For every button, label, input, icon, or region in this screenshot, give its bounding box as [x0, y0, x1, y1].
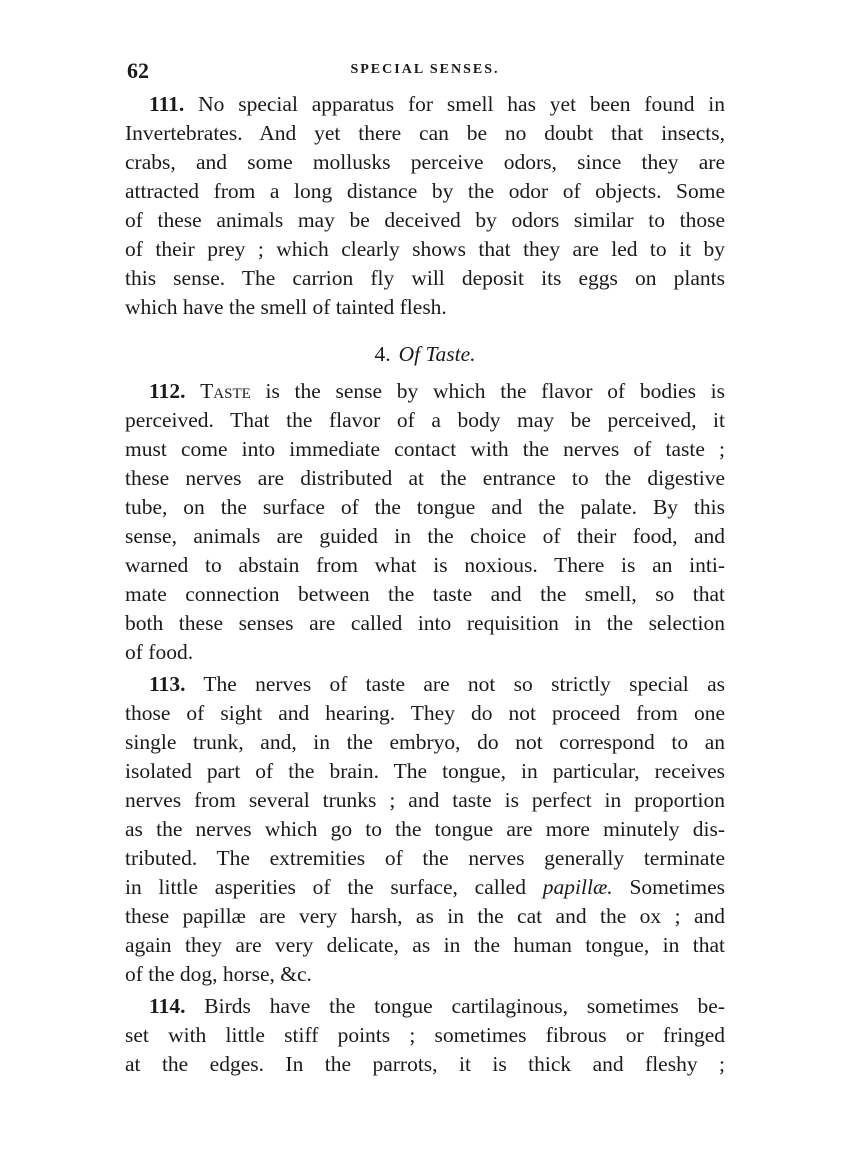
paragraph-113 [125, 670, 725, 989]
term-papillae: papillæ. [542, 875, 613, 899]
text-line: mate connection between the taste and the smell, so that [125, 582, 725, 606]
paragraph-114 [125, 992, 725, 1079]
text-line: set with little stiff points ; sometimes fibrous or fringed [125, 1023, 725, 1047]
section-heading [125, 340, 725, 369]
text-line: tributed. The extremities of the nerves generally terminate [125, 846, 725, 870]
text-line: 112. Taste is the sense by which the flavor of bodies is [149, 379, 726, 403]
text-line: warned to abstain from what is noxious. There is an inti- [125, 553, 725, 577]
text-line: attracted from a long distance by the odor of objects. Some [125, 179, 725, 203]
text-line: at the edges. In the parrots, it is thick and fleshy ; [125, 1052, 725, 1076]
text-line: which have the smell of tainted flesh. [125, 295, 447, 319]
text-line: tube, on the surface of the tongue and the palate. By this [125, 495, 725, 519]
paragraph-number: 111. [149, 92, 185, 116]
text-line: must come into immediate contact with the nerves of taste ; [125, 437, 725, 461]
text-line: in little asperities of the surface, called papillæ. Sometimes [125, 875, 726, 899]
text-line: crabs, and some mollusks perceive odors, since they are [125, 150, 725, 174]
text-line: of the dog, horse, &c. [125, 962, 312, 986]
paragraph-number: 112. [149, 379, 186, 403]
text-line: 111. No special apparatus for smell has yet been found in [149, 92, 726, 116]
text-line: again they are very delicate, as in the human tongue, in that [125, 933, 725, 957]
text-line: sense, animals are guided in the choice of their food, and [125, 524, 725, 548]
text-line: Invertebrates. And yet there can be no doubt that insects, [125, 121, 725, 145]
text-line: these papillæ are very harsh, as in the cat and the ox ; and [125, 904, 725, 928]
text-line: this sense. The carrion fly will deposit its eggs on plants [125, 266, 725, 290]
text-line: of their prey ; which clearly shows that they are led to it by [125, 237, 725, 261]
running-title: SPECIAL SENSES. [350, 62, 500, 77]
section-number: 4. [374, 342, 391, 366]
text-line: these nerves are distributed at the entrance to the digestive [125, 466, 725, 490]
running-head [125, 50, 725, 90]
text-line: of food. [125, 640, 194, 664]
text-line: 114. Birds have the tongue cartilaginous, sometimes be- [149, 994, 726, 1018]
paragraph-111 [125, 90, 725, 322]
paragraph-112 [125, 377, 725, 667]
text-line: isolated part of the brain. The tongue, in particular, receives [125, 759, 725, 783]
text-line: as the nerves which go to the tongue are more minutely dis- [125, 817, 725, 841]
section-title: Of Taste. [398, 342, 476, 366]
lead-word: Taste [200, 379, 251, 403]
text-line: those of sight and hearing. They do not proceed from one [125, 701, 725, 725]
page-number: 62 [127, 58, 149, 83]
text-line: of these animals may be deceived by odors similar to those [125, 208, 725, 232]
book-page [125, 50, 725, 1079]
paragraph-number: 114. [149, 994, 186, 1018]
text-line: perceived. That the flavor of a body may be perceived, it [125, 408, 725, 432]
text-line: both these senses are called into requisition in the selection [125, 611, 725, 635]
text-line: 113. The nerves of taste are not so strictly special as [149, 672, 725, 696]
text-line: single trunk, and, in the embryo, do not correspond to an [125, 730, 725, 754]
paragraph-number: 113. [149, 672, 186, 696]
text-line: nerves from several trunks ; and taste is perfect in proportion [125, 788, 725, 812]
